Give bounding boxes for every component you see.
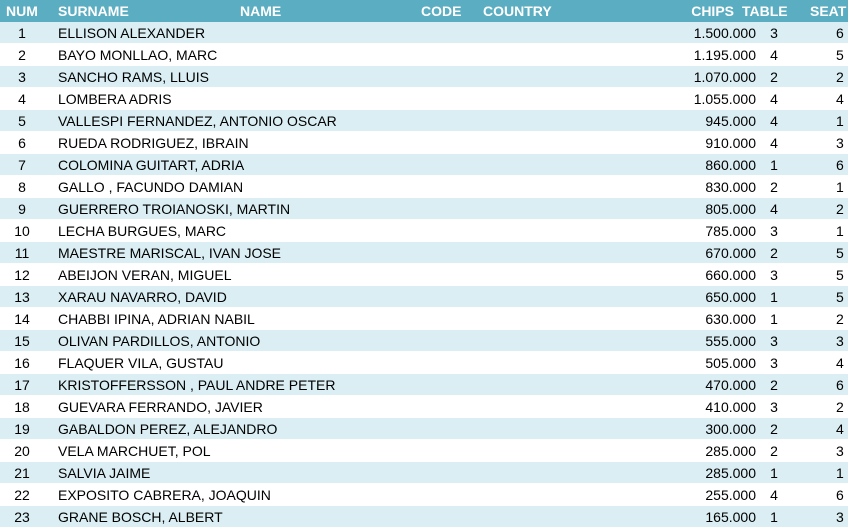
cell-player-name: VALLESPI FERNANDEZ, ANTONIO OSCAR [58,113,337,129]
cell-chips: 300.000 [705,421,756,437]
cell-chips: 1.055.000 [693,91,756,107]
cell-seat: 4 [836,91,844,107]
cell-chips: 630.000 [705,311,756,327]
table-row [0,330,848,352]
cell-seat: 6 [836,487,844,503]
cell-table: 3 [770,333,778,349]
cell-table: 4 [770,135,778,151]
cell-chips: 165.000 [705,509,756,525]
cell-num: 15 [14,333,30,349]
cell-num: 7 [18,157,26,173]
cell-player-name: SANCHO RAMS, LLUIS [58,69,209,85]
cell-table: 2 [770,179,778,195]
table-body [0,22,848,528]
cell-num: 19 [14,421,30,437]
table-row [0,44,848,66]
table-row [0,88,848,110]
header-num: NUM [6,3,38,19]
cell-seat: 6 [836,25,844,41]
cell-num: 5 [18,113,26,129]
table-row [0,374,848,396]
cell-table: 3 [770,25,778,41]
cell-player-name: GRANE BOSCH, ALBERT [58,509,223,525]
cell-num: 13 [14,289,30,305]
table-row [0,154,848,176]
cell-player-name: XARAU NAVARRO, DAVID [58,289,227,305]
cell-seat: 2 [836,69,844,85]
cell-num: 6 [18,135,26,151]
cell-num: 10 [14,223,30,239]
cell-table: 4 [770,201,778,217]
cell-num: 4 [18,91,26,107]
table-row [0,440,848,462]
cell-seat: 4 [836,355,844,371]
cell-num: 11 [14,245,30,261]
cell-seat: 1 [836,179,844,195]
cell-player-name: VELA MARCHUET, POL [58,443,211,459]
table-row [0,198,848,220]
cell-table: 1 [770,157,778,173]
cell-player-name: LOMBERA ADRIS [58,91,172,107]
cell-chips: 1.500.000 [693,25,756,41]
cell-chips: 830.000 [705,179,756,195]
cell-num: 23 [14,509,30,525]
cell-num: 3 [18,69,26,85]
cell-chips: 255.000 [705,487,756,503]
cell-table: 4 [770,487,778,503]
cell-player-name: OLIVAN PARDILLOS, ANTONIO [58,333,261,349]
cell-chips: 470.000 [705,377,756,393]
cell-num: 21 [14,465,30,481]
cell-player-name: KRISTOFFERSSON , PAUL ANDRE PETER [58,377,336,393]
header-seat: SEAT [810,3,847,19]
cell-seat: 1 [836,465,844,481]
cell-table: 3 [770,267,778,283]
cell-num: 12 [14,267,30,283]
cell-table: 1 [770,465,778,481]
cell-table: 2 [770,69,778,85]
cell-seat: 3 [836,333,844,349]
cell-player-name: FLAQUER VILA, GUSTAU [58,355,224,371]
cell-table: 1 [770,509,778,525]
cell-chips: 785.000 [705,223,756,239]
cell-num: 8 [18,179,26,195]
table-row [0,22,848,44]
cell-seat: 2 [836,399,844,415]
cell-seat: 6 [836,377,844,393]
table-row [0,396,848,418]
cell-num: 18 [14,399,30,415]
table-row [0,308,848,330]
cell-seat: 5 [836,47,844,63]
header-chips: CHIPS [691,3,734,19]
cell-player-name: RUEDA RODRIGUEZ, IBRAIN [58,135,249,151]
cell-chips: 285.000 [705,465,756,481]
table-row [0,462,848,484]
cell-player-name: SALVIA JAIME [58,465,151,481]
cell-player-name: GALLO , FACUNDO DAMIAN [58,179,244,195]
cell-player-name: GABALDON PEREZ, ALEJANDRO [58,421,278,437]
cell-player-name: LECHA BURGUES, MARC [58,223,227,239]
table-row [0,66,848,88]
cell-chips: 670.000 [705,245,756,261]
cell-player-name: ELLISON ALEXANDER [58,25,206,41]
cell-table: 1 [770,311,778,327]
cell-num: 16 [14,355,30,371]
cell-seat: 4 [836,421,844,437]
cell-seat: 6 [836,157,844,173]
cell-table: 2 [770,443,778,459]
cell-table: 4 [770,113,778,129]
cell-seat: 2 [836,311,844,327]
header-surname: SURNAME [58,3,129,19]
cell-player-name: CHABBI IPINA, ADRIAN NABIL [58,311,255,327]
cell-num: 2 [18,47,26,63]
cell-num: 22 [14,487,30,503]
cell-player-name: GUEVARA FERRANDO, JAVIER [58,399,263,415]
cell-chips: 860.000 [705,157,756,173]
header-country: COUNTRY [483,3,552,19]
cell-seat: 3 [836,135,844,151]
cell-player-name: MAESTRE MARISCAL, IVAN JOSE [58,245,282,261]
table-row [0,506,848,528]
table-row [0,110,848,132]
header-code: CODE [421,3,462,19]
cell-num: 14 [14,311,30,327]
table-header [0,0,848,22]
cell-chips: 660.000 [705,267,756,283]
cell-seat: 5 [836,245,844,261]
cell-table: 3 [770,223,778,239]
cell-chips: 945.000 [705,113,756,129]
cell-player-name: BAYO MONLLAO, MARC [58,47,218,63]
cell-table: 2 [770,421,778,437]
table-row [0,220,848,242]
cell-seat: 1 [836,223,844,239]
cell-player-name: COLOMINA GUITART, ADRIA [58,157,245,173]
cell-player-name: EXPOSITO CABRERA, JOAQUIN [58,487,271,503]
cell-num: 1 [18,25,26,41]
cell-seat: 1 [836,113,844,129]
cell-table: 4 [770,47,778,63]
cell-chips: 1.070.000 [693,69,756,85]
cell-table: 3 [770,399,778,415]
cell-chips: 650.000 [705,289,756,305]
table-row [0,484,848,506]
cell-seat: 2 [836,201,844,217]
table-row [0,242,848,264]
cell-seat: 3 [836,509,844,525]
cell-table: 1 [770,289,778,305]
table-row [0,286,848,308]
header-name: NAME [240,3,282,19]
header-table: TABLE [742,3,788,19]
table-row [0,418,848,440]
cell-table: 2 [770,245,778,261]
cell-chips: 285.000 [705,443,756,459]
cell-chips: 805.000 [705,201,756,217]
cell-chips: 555.000 [705,333,756,349]
cell-chips: 1.195.000 [693,47,756,63]
cell-num: 17 [14,377,30,393]
cell-chips: 505.000 [705,355,756,371]
cell-player-name: GUERRERO TROIANOSKI, MARTIN [58,201,291,217]
cell-player-name: ABEIJON VERAN, MIGUEL [58,267,232,283]
table-row [0,176,848,198]
table-row [0,132,848,154]
cell-num: 20 [14,443,30,459]
cell-seat: 3 [836,443,844,459]
cell-chips: 910.000 [705,135,756,151]
table-row [0,264,848,286]
cell-num: 9 [18,201,26,217]
table-row [0,352,848,374]
cell-table: 2 [770,377,778,393]
cell-seat: 5 [836,289,844,305]
cell-chips: 410.000 [705,399,756,415]
cell-table: 4 [770,91,778,107]
cell-table: 3 [770,355,778,371]
cell-seat: 5 [836,267,844,283]
